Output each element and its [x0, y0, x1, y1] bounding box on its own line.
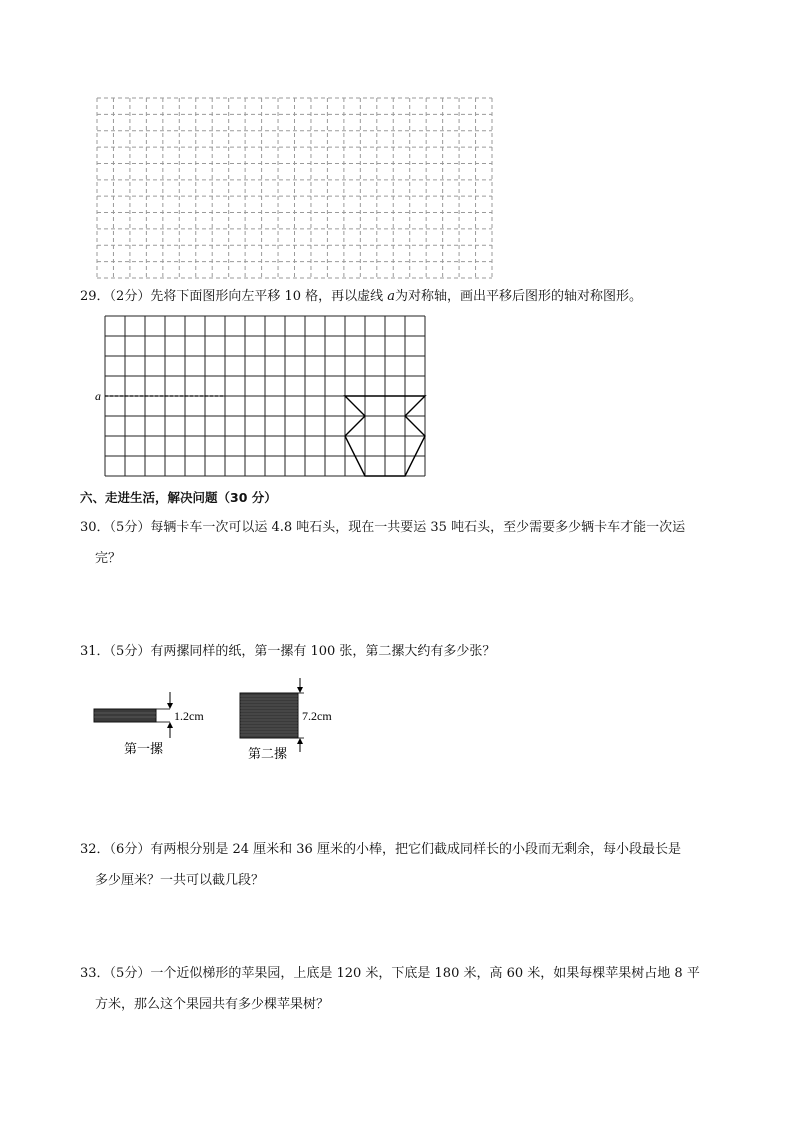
- question-number: 30．: [80, 520, 110, 535]
- question-29: [80, 287, 642, 307]
- stack-1-label: 第一摞: [124, 741, 164, 756]
- question-text: 每辆卡车一次可以运 4.8 吨石头，现在一共要运 35 吨石头，至少需要多少辆卡车才能一次运: [150, 520, 686, 535]
- question-score: （2分）: [109, 289, 151, 304]
- dashed-grid: [95, 96, 495, 281]
- stack-2-label: 第二摞: [248, 746, 288, 761]
- question-30-line2: 完？: [95, 551, 122, 566]
- question-text: 先将下面图形向左平移 10 格，再以虚线: [150, 289, 388, 304]
- paper-stack-1: [94, 709, 156, 722]
- question-score: （6分）: [109, 842, 151, 857]
- question-31: [80, 642, 495, 662]
- question-number: 33．: [80, 966, 110, 981]
- question-score: （5分）: [109, 644, 151, 659]
- question-32: [80, 840, 681, 860]
- axis-variable: a: [387, 289, 396, 304]
- question-text: 有两摞同样的纸，第一摞有 100 张，第二摞大约有多少张？: [150, 644, 496, 659]
- question-text: 一个近似梯形的苹果园，上底是 120 米，下底是 180 米，高 60 米，如果每棵苹果树占地 8 平: [150, 966, 700, 981]
- question-number: 29．: [80, 289, 110, 304]
- paper-stacks-figure: [90, 672, 350, 767]
- question-number: 31．: [80, 644, 110, 659]
- question-33: [80, 964, 700, 984]
- paper-stack-2: [240, 693, 298, 738]
- question-33-line2: 方米，那么这个果园共有多少棵苹果树？: [95, 997, 330, 1012]
- section-title: 六、走进生活，解决问题（30 分）: [80, 490, 277, 505]
- question-text: 有两根分别是 24 厘米和 36 厘米的小棒，把它们截成同样长的小段而无剩余，每小段最长是: [150, 842, 681, 857]
- question-32-line2: 多少厘米？一共可以截几段？: [95, 873, 265, 888]
- question-score: （5分）: [109, 520, 151, 535]
- stack-1-height: 1.2cm: [174, 709, 204, 723]
- stack-2-height: 7.2cm: [302, 709, 332, 723]
- question-text-end: 为对称轴，画出平移后图形的轴对称图形。: [395, 289, 643, 304]
- question-score: （5分）: [109, 966, 151, 981]
- translation-grid: [95, 310, 425, 480]
- question-number: 32．: [80, 842, 110, 857]
- question-30: [80, 518, 685, 538]
- axis-label: a: [95, 389, 101, 403]
